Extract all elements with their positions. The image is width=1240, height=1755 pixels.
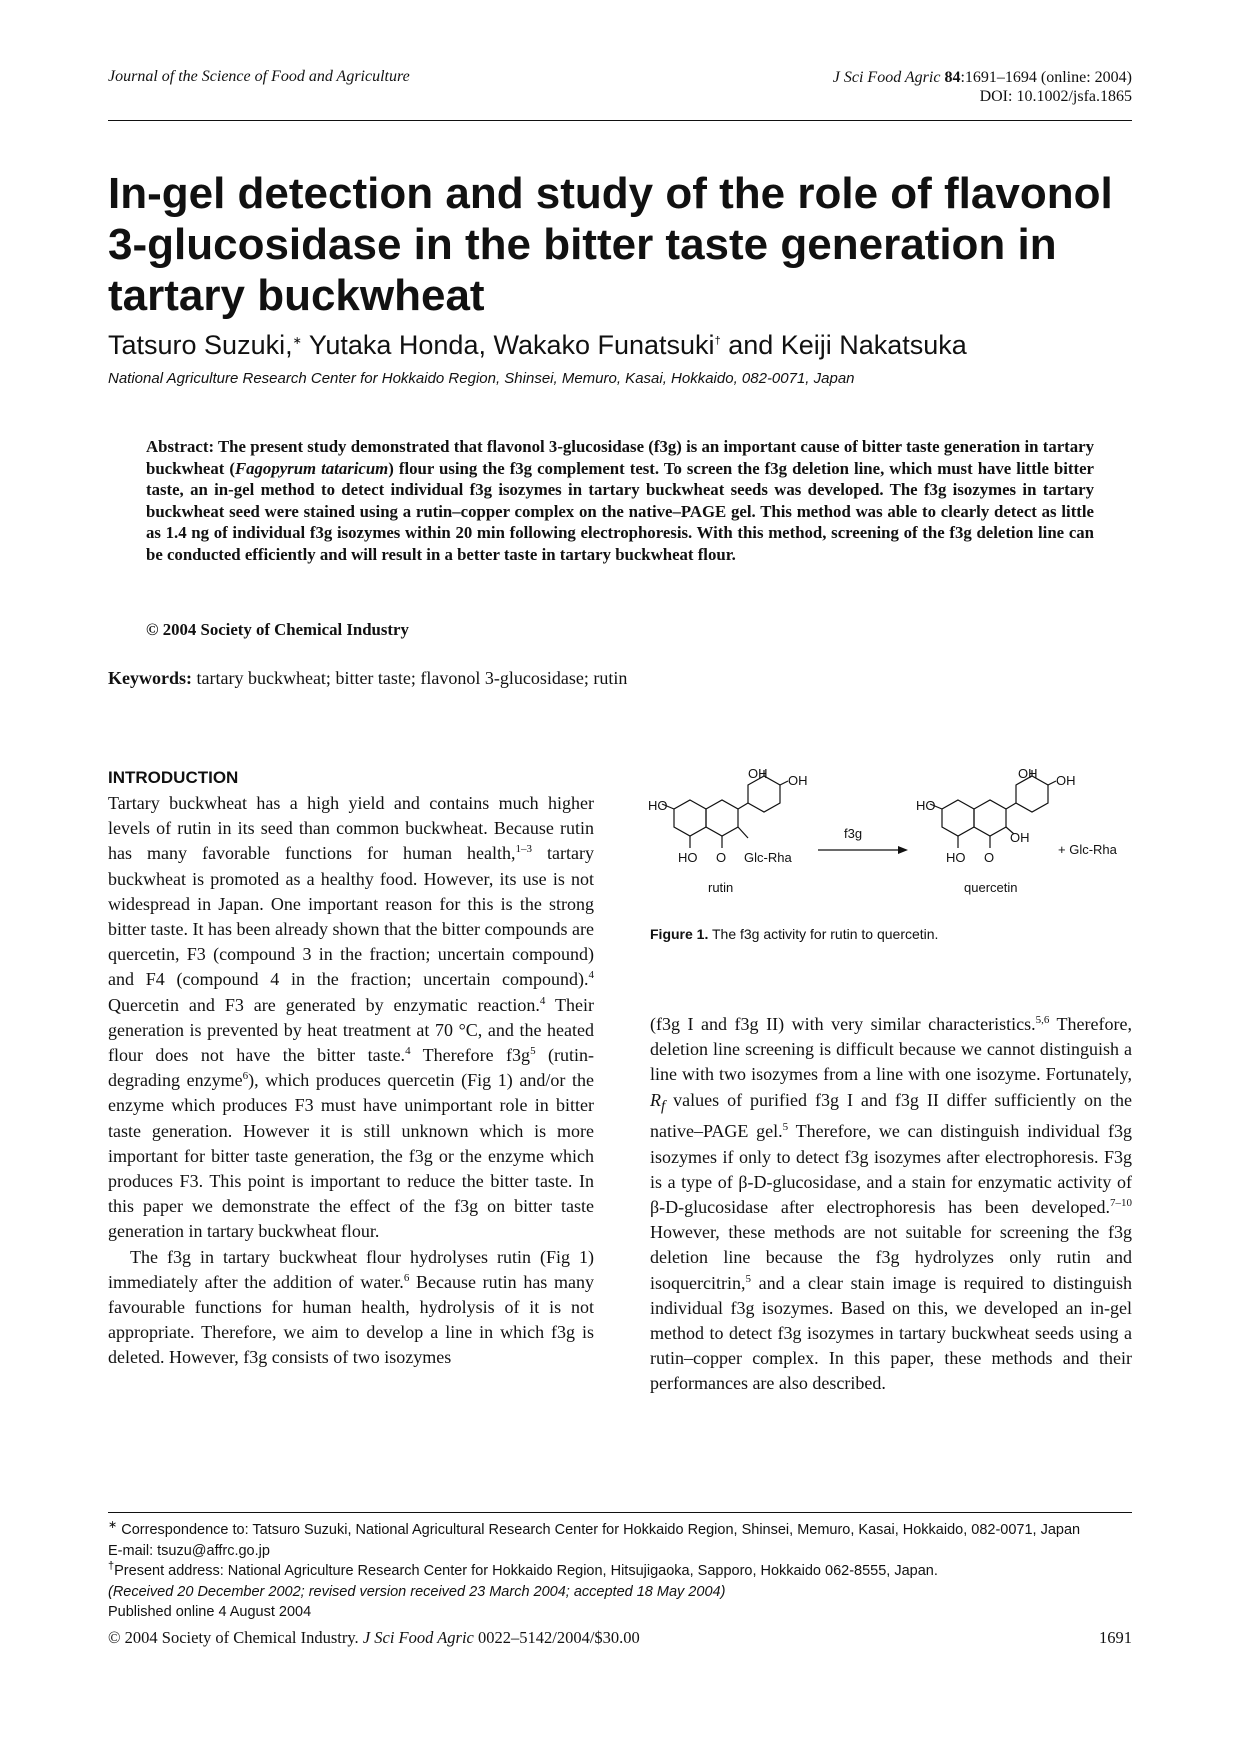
correspondence-mark: ∗ <box>108 1519 118 1532</box>
reference-mark: 1–3 <box>515 843 533 856</box>
quercetin-oh-top2: OH <box>1056 773 1076 788</box>
intro-text: (rutin-degrading enzyme <box>108 1045 594 1091</box>
intro-paragraph-1 <box>108 791 594 1245</box>
reference-mark: 5 <box>782 1121 789 1134</box>
author-1: Tatsuro Suzuki, <box>108 330 293 360</box>
quercetin-ho-left: HO <box>916 798 936 813</box>
intro-text: Their generation is prevented by heat treatment at 70 °C, and the heated flour does not have the bitter taste. <box>108 994 595 1066</box>
citation-block <box>833 68 1132 106</box>
rutin-oh-top1: OH <box>748 768 768 781</box>
reference-mark: 5 <box>530 1045 536 1058</box>
bottom-journal: J Sci Food Agric <box>362 1628 474 1647</box>
reference-mark: 4 <box>405 1045 411 1058</box>
author-2: Yutaka Honda, Wakako Funatsuki <box>301 330 715 360</box>
intro-text: However, these methods are not suitable for screening the f3g deletion line because the f3g hydrolyzes only rutin and isoquercitrin, <box>650 1222 1132 1293</box>
footnote-received: (Received 20 December 2002; revised version received 23 March 2004; accepted 18 May 2004) <box>108 1583 726 1600</box>
present-address-text: Present address: National Agriculture Research Center for Hokkaido Region, Hitsujigaoka, Sapporo, Hokkaido 062-8555, Japan. <box>114 1563 938 1579</box>
figure-1-scheme <box>648 768 1138 928</box>
intro-text: tartary buckwheat is promoted as a healthy food. However, its use is not widespread in Japan. One important reason for this is the strong bitter taste. It has been already shown that the bitter compounds are quercetin, F3 (compound 3 in the fraction; uncertain compound) and F4 (compound 4 in the fraction; uncertain compound). <box>108 843 595 990</box>
correspondence-text: Correspondence to: Tatsuro Suzuki, National Agricultural Research Center for Hokkaido Region, Shinsei, Memuro, Kasai, Hokkaido, 082-0071, Japan <box>117 1522 1081 1538</box>
intro-text: Therefore, deletion line screening is difficult because we cannot distinguish a line with two isozymes from a line with one isozyme. Fortunately, <box>650 1014 1132 1085</box>
beta-glucosidase-term: β-D-glucosidase <box>650 1197 769 1218</box>
present-address-mark: † <box>108 1560 115 1573</box>
quercetin-oh-top1: OH <box>1018 768 1038 781</box>
plus-glc-rha: + Glc-Rha <box>1058 842 1117 857</box>
footnote-present-address <box>108 1561 1132 1582</box>
figure-caption-label: Figure 1. <box>650 926 709 942</box>
rutin-glc-rha: Glc-Rha <box>744 850 792 865</box>
author-3: and Keiji Nakatsuka <box>720 330 967 360</box>
intro-text: values of purified f3g I and f3g II differ sufficiently on the native–PAGE gel. <box>650 1089 1132 1142</box>
quercetin-ho-bottom: HO <box>946 850 966 865</box>
citation-journal: J Sci Food Agric <box>832 69 941 86</box>
keywords-label: Keywords: <box>108 668 192 688</box>
keywords-text: tartary buckwheat; bitter taste; flavonol 3-glucosidase; rutin <box>192 668 628 688</box>
journal-name: Journal of the Science of Food and Agriculture <box>108 68 410 85</box>
keywords <box>108 668 627 689</box>
affiliation: National Agriculture Research Center for Hokkaido Region, Shinsei, Memuro, Kasai, Hokkaido, 082-0071, Japan <box>108 370 855 387</box>
intro-text: Because rutin has many favourable functions for human health, hydrolysis of it is not appropriate. Therefore, we aim to develop a line in which f3g is deleted. However, f3g consists of two isozymes <box>108 1271 594 1368</box>
citation-volume: 84 <box>944 69 961 86</box>
abstract-text-1: The present study demonstrated that flavonol 3-glucosidase (f3g) is an important cause of bitter taste generation in tartary buckwheat ( <box>146 437 1094 478</box>
intro-paragraph-3 <box>650 1012 1132 1397</box>
rutin-ho-left: HO <box>648 798 668 813</box>
rutin-oh-top2: OH <box>788 773 808 788</box>
intro-heading: INTRODUCTION <box>108 768 239 787</box>
abstract-text-2: ) flour using the f3g complement test. To screen the f3g deletion line, which must have little bitter taste, an in-gel method to detect individual f3g isozymes in tartary buckwheat seeds was developed. The f3g isozymes in tartary buckwheat seed were stained using a rutin–copper complex on the native–PAGE gel. This method was able to clearly detect as little as 1.4 ng of individual f3g isozymes within 20 min following electrophoresis. With this method, screening of the f3g deletion line can be conducted efficiently and will result in a better taste in tartary buckwheat flour. <box>146 458 1094 564</box>
page-number: 1691 <box>1099 1628 1132 1647</box>
quercetin-o-bottom: O <box>984 850 995 865</box>
reference-mark: 6 <box>242 1070 249 1083</box>
rf-subscript: f <box>661 1098 666 1115</box>
quercetin-label: quercetin <box>964 880 1018 895</box>
intro-text: Quercetin and F3 are generated by enzymatic reaction. <box>108 994 540 1015</box>
intro-text: (f3g I and f3g II) with very similar characteristics. <box>650 1014 1036 1034</box>
intro-text: Tartary buckwheat has a high yield and contains much higher levels of rutin in its seed than common buckwheat. Because rutin has many favorable functions for human health, <box>108 793 594 864</box>
citation-pages: :1691–1694 (online: 2004) <box>960 69 1132 86</box>
rutin-label: rutin <box>708 880 734 895</box>
rf-symbol: R <box>650 1089 661 1110</box>
abstract-species: Fagopyrum tataricum <box>234 458 389 478</box>
bottom-line <box>108 1628 1132 1648</box>
rutin-o-bottom: O <box>716 850 727 865</box>
abstract <box>146 436 1094 565</box>
footnote-rule <box>108 1512 1132 1513</box>
reference-mark: 5 <box>745 1272 751 1285</box>
footnotes <box>108 1520 1132 1623</box>
doi: DOI: 10.1002/jsfa.1865 <box>979 88 1132 105</box>
intro-text: and a clear stain image is required to distinguish individual f3g isozymes. Based on this, we developed an in-gel method to detect f3g isozymes in tartary buckwheat seeds using a rutin–copper complex. In this paper, these methods and their performances are also described. <box>650 1272 1132 1394</box>
intro-text: after electrophoresis has been developed. <box>768 1197 1110 1218</box>
intro-text: The f3g in tartary buckwheat flour hydrolyses rutin (Fig 1) immediately after the addition of water. <box>108 1246 594 1292</box>
beta-glucosidase-term: β-D-glucosidase <box>738 1171 857 1192</box>
figure-caption <box>650 926 938 942</box>
footnote-email: E-mail: tsuzu@affrc.go.jp <box>108 1542 270 1559</box>
left-column <box>108 767 594 1371</box>
authors <box>108 330 967 361</box>
arrow-label: f3g <box>844 826 863 841</box>
bottom-issn: 0022–5142/2004/$30.00 <box>473 1628 640 1647</box>
header-rule <box>108 120 1132 121</box>
reference-mark: 6 <box>403 1271 410 1284</box>
rutin-structure <box>662 770 788 848</box>
abstract-copyright: © 2004 Society of Chemical Industry <box>146 620 409 639</box>
reference-mark: 4 <box>539 994 546 1007</box>
footnote-published: Published online 4 August 2004 <box>108 1604 312 1620</box>
intro-text: , and a stain for enzymatic activity of <box>856 1171 1132 1192</box>
quercetin-structure <box>930 770 1056 848</box>
right-column <box>650 1012 1132 1397</box>
author-2-mark: † <box>714 335 721 347</box>
paper-title: In-gel detection and study of the role of flavonol 3-glucosidase in the bitter taste generation in tartary buckwheat <box>108 169 1113 320</box>
intro-paragraph-2 <box>108 1245 594 1371</box>
footnote-correspondence <box>108 1520 1132 1541</box>
reference-mark: 4 <box>588 969 594 982</box>
intro-text: Therefore, we can distinguish individual f3g isozymes if only to detect f3g isozymes after electrophoresis. F3g is a type of <box>650 1121 1132 1192</box>
reaction-arrow-head <box>898 846 908 854</box>
author-1-mark: ∗ <box>292 335 302 347</box>
rutin-ho-bottom: HO <box>678 850 698 865</box>
reference-mark: 7–10 <box>1110 1197 1132 1210</box>
intro-text: Therefore f3g <box>410 1045 531 1066</box>
figure-caption-text: The f3g activity for rutin to quercetin. <box>708 926 939 942</box>
abstract-label: Abstract: <box>146 437 215 456</box>
reference-mark: 5,6 <box>1035 1014 1050 1026</box>
citation-line <box>833 68 1132 87</box>
quercetin-oh-mid: OH <box>1010 830 1030 845</box>
intro-text: ), which produces quercetin (Fig 1) and/or the enzyme which produces F3 must have unimportant role in bitter taste generation. However it is still unknown which is more important for bitter taste generation, the f3g or the enzyme which produces F3. This point is important to reduce the bitter taste. In this paper we demonstrate the effect of the f3g on bitter taste generation in tartary buckwheat flour. <box>108 1070 594 1242</box>
bottom-copyright: © 2004 Society of Chemical Industry. <box>108 1628 363 1647</box>
